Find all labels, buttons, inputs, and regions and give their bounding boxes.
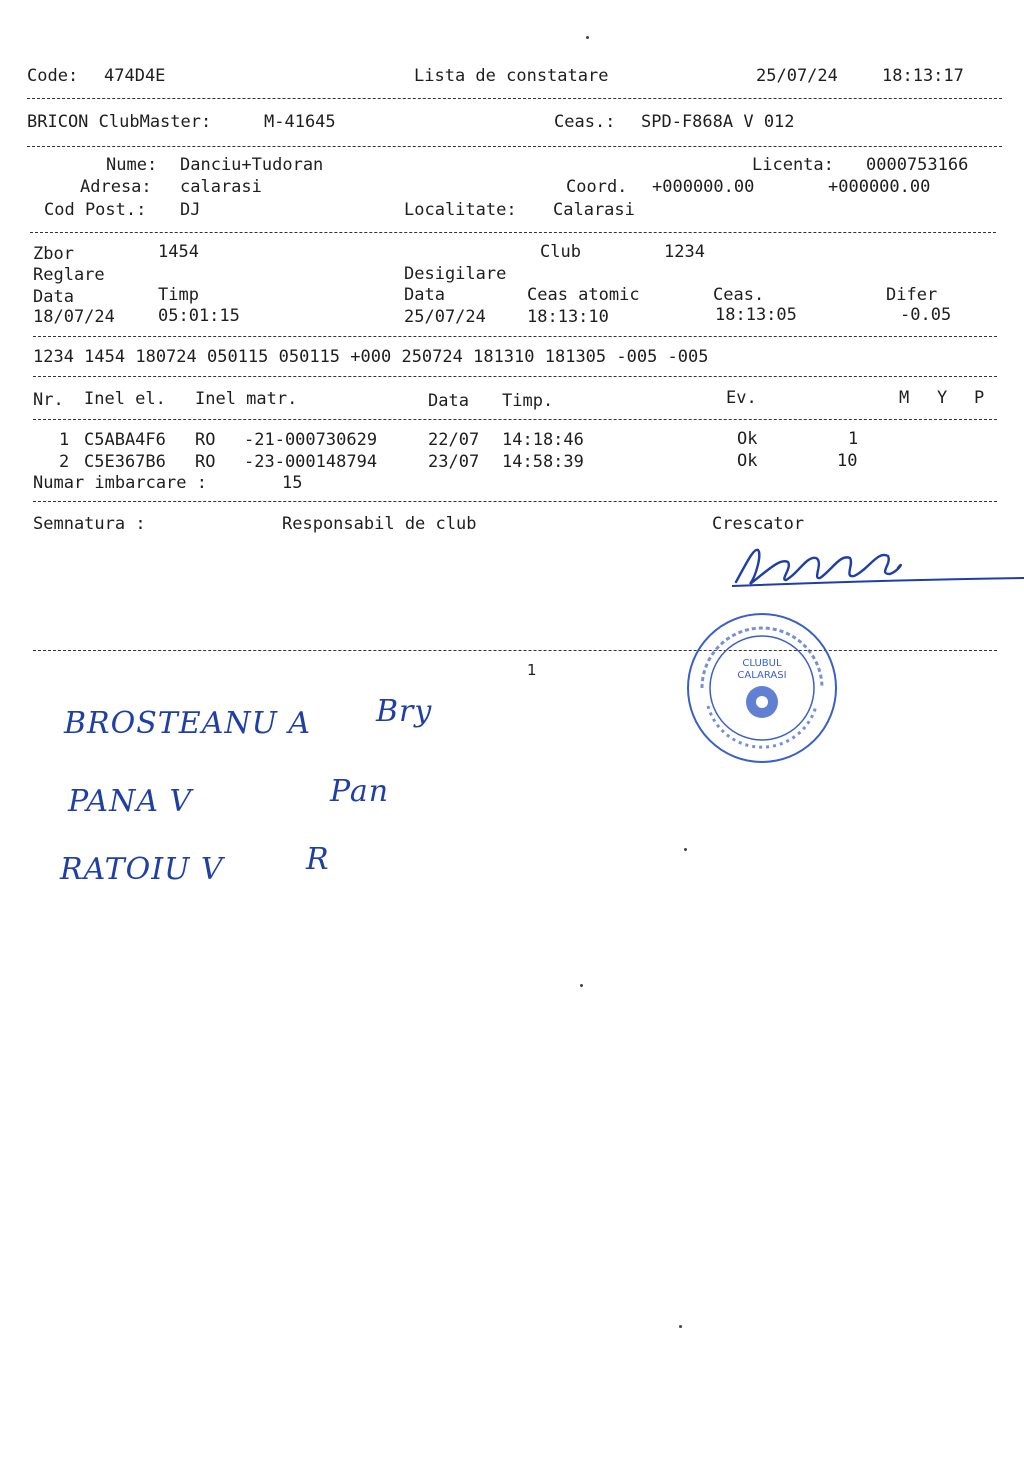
zbor-label: Zbor (33, 244, 74, 264)
header-time: 18:13:17 (882, 66, 964, 86)
reg-date: 18/07/24 (33, 307, 115, 327)
divider (33, 336, 997, 337)
code-line: 1234 1454 180724 050115 050115 +000 250724 181310 181305 -005 -005 (33, 347, 709, 367)
col-inel-el: Inel el. (84, 389, 166, 409)
hw-name-1: BROSTEANU A (64, 706, 312, 741)
breeder-signature (728, 540, 1024, 600)
coord-x: +000000.00 (652, 177, 755, 197)
divider (33, 376, 997, 377)
row1-time: 14:18:46 (502, 430, 584, 450)
divider (27, 146, 1002, 147)
clock-value: SPD-F868A V 012 (641, 112, 795, 132)
row1-m: 1 (848, 429, 859, 449)
boarding-label: Numar imbarcare : (33, 473, 207, 493)
reg-time: 05:01:15 (158, 306, 240, 326)
row2-country: RO (195, 452, 216, 472)
postal-label: Cod Post.: (44, 200, 147, 220)
timp-label: Timp (158, 285, 199, 305)
scan-speck (586, 36, 589, 39)
row1-country: RO (195, 430, 216, 450)
semnatura-label: Semnatura : (33, 514, 146, 534)
locality-value: Calarasi (553, 200, 635, 220)
hw-sign-2: Pan (330, 774, 390, 809)
hw-name-2: PANA V (68, 784, 193, 819)
licence-label: Licenta: (752, 155, 834, 175)
boarding-value: 15 (282, 473, 303, 493)
hw-sign-3: R (306, 842, 330, 877)
row2-inel-matr: -23-000148794 (244, 452, 378, 472)
hw-sign-1: Bry (376, 694, 433, 729)
code-label: Code: (27, 66, 79, 86)
col-m: M (899, 388, 910, 408)
atomic-time: 18:13:10 (527, 307, 609, 327)
atomic-label: Ceas atomic (527, 285, 640, 305)
hw-name-3: RATOIU V (60, 852, 224, 887)
desigilare-label: Desigilare (404, 264, 507, 284)
ceas-label: Ceas. (713, 285, 765, 305)
coord-y: +000000.00 (828, 177, 931, 197)
row2-time: 14:58:39 (502, 452, 584, 472)
difer-label: Difer (886, 285, 938, 305)
row2-ev: Ok (737, 451, 758, 471)
col-p: P (974, 388, 985, 408)
col-nr: Nr. (33, 390, 64, 410)
postal-value: DJ (180, 200, 201, 220)
responsabil-label: Responsabil de club (282, 514, 477, 534)
row1-ev: Ok (737, 429, 758, 449)
system-value: M-41645 (264, 112, 336, 132)
divider (30, 232, 996, 233)
svg-text:CLUBUL: CLUBUL (742, 658, 782, 669)
name-label: Nume: (106, 155, 158, 175)
page-number: 1 (527, 661, 537, 679)
page-title: Lista de constatare (414, 66, 609, 86)
header-date: 25/07/24 (756, 66, 838, 86)
data2-label: Data (404, 285, 445, 305)
difer-value: -0.05 (900, 305, 952, 325)
scan-speck (679, 1325, 682, 1328)
divider (33, 501, 997, 502)
address-value: calarasi (180, 177, 262, 197)
row1-nr: 1 (59, 430, 70, 450)
row2-m: 10 (837, 451, 858, 471)
row1-inel-el: C5ABA4F6 (84, 430, 166, 450)
coord-label: Coord. (566, 177, 628, 197)
row1-date: 22/07 (428, 430, 480, 450)
locality-label: Localitate: (404, 200, 517, 220)
row1-inel-matr: -21-000730629 (244, 430, 378, 450)
club-label: Club (540, 242, 581, 262)
col-inel-matr: Inel matr. (195, 389, 298, 409)
col-y: Y (937, 388, 948, 408)
clock-time: 18:13:05 (715, 305, 797, 325)
col-ev: Ev. (726, 388, 757, 408)
licence-value: 0000753166 (866, 155, 969, 175)
divider (33, 419, 997, 420)
divider (33, 650, 997, 651)
address-label: Adresa: (80, 177, 152, 197)
club-stamp (684, 610, 840, 766)
row2-inel-el: C5E367B6 (84, 452, 166, 472)
svg-text:CALARASI: CALARASI (737, 670, 787, 681)
clock-label: Ceas.: (554, 112, 616, 132)
scan-speck (684, 848, 687, 851)
data-label: Data (33, 287, 74, 307)
scan-speck (580, 984, 583, 987)
divider (27, 98, 1002, 99)
reglare-label: Reglare (33, 265, 105, 285)
name-value: Danciu+Tudoran (180, 155, 324, 175)
crescator-label: Crescator (712, 514, 805, 534)
code-value: 474D4E (104, 66, 166, 86)
system-label: BRICON ClubMaster: (27, 112, 212, 132)
col-data: Data (428, 391, 469, 411)
zbor-value: 1454 (158, 242, 199, 262)
des-date: 25/07/24 (404, 307, 486, 327)
row2-date: 23/07 (428, 452, 480, 472)
row2-nr: 2 (59, 452, 70, 472)
col-timp: Timp. (502, 391, 554, 411)
club-value: 1234 (664, 242, 705, 262)
